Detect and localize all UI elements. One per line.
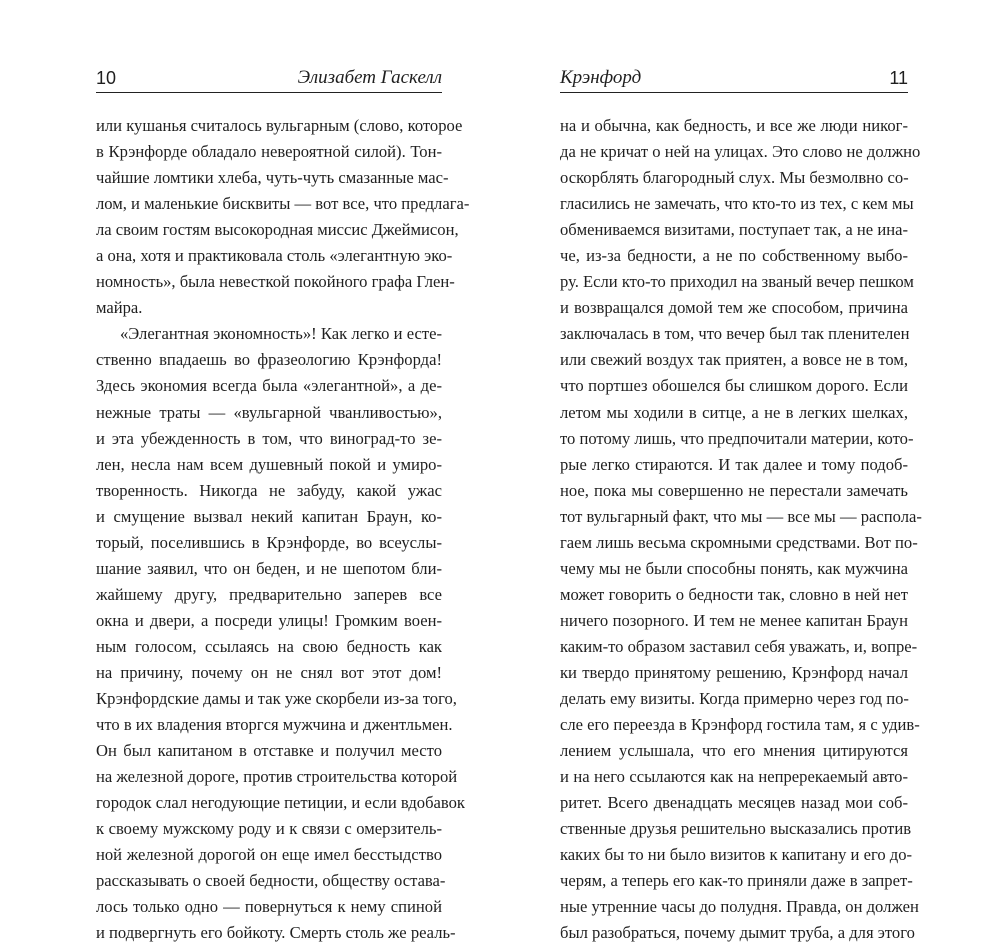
text-line: на причину, почему он не снял вот этот дом!	[96, 662, 442, 682]
text-line: то потому лишь, что предпочитали материи, кото-	[560, 428, 914, 448]
text-line: лось только одно — повернуться к нему спиной	[96, 897, 442, 917]
text-line: и подвергнуть его бойкоту. Смерть столь же реаль-	[96, 923, 456, 943]
text-line: может говорить о бедности так, словно в ней нет	[560, 584, 908, 604]
left-page	[0, 0, 500, 943]
text-line: ничего позорного. И тем не менее капитан Браун	[560, 610, 908, 630]
left-running-title: Элизабет Гаскелл	[297, 67, 442, 88]
left-body-text	[96, 113, 470, 947]
text-line: да не кричат о ней на улицах. Это слово не должно	[560, 142, 921, 162]
text-line: заключалась в том, что вечер был так пленителен	[560, 324, 910, 344]
text-line: гаем лишь весьма скромными средствами. Вот по-	[560, 532, 918, 552]
text-line: че, из-за бедности, а не по собственному выбо-	[560, 246, 908, 266]
text-line: ной железной дорогой он еще имел бесстыдство	[96, 845, 442, 865]
text-line: ритет. Всего двенадцать месяцев назад мои соб-	[560, 793, 908, 813]
text-line: ственно впадаешь во фразеологию Крэнфорда!	[96, 350, 442, 370]
text-line: в Крэнфорде обладало невероятной силой). Тон-	[96, 142, 442, 162]
text-line: что портшез обошелся бы слишком дорого. Если	[560, 376, 908, 396]
text-line: черям, а теперь его как-то приняли даже в запрет-	[560, 871, 913, 891]
left-running-head	[96, 66, 442, 90]
text-line: ное, пока мы совершенно не перестали замечать	[560, 480, 908, 500]
text-line: на и обычна, как бедность, и все же люди никог-	[560, 116, 908, 135]
text-line: сле его переезда в Крэнфорд гостила там, я с удив-	[560, 715, 920, 735]
text-line: Крэнфордские дамы и так уже скорбели из-за того,	[96, 689, 457, 709]
text-line: и возвращался домой тем же способом, причина	[560, 298, 908, 318]
text-line: и смущение вызвал некий капитан Браун, ко-	[96, 506, 442, 526]
text-line: рые легко стираются. И так далее и тому подоб-	[560, 454, 908, 474]
text-line: жайшему другу, предварительно заперев все	[96, 584, 442, 604]
text-line: на железной дороге, против строительства которой	[96, 767, 458, 787]
text-line: ным голосом, ссылаясь на свою бедность как	[96, 636, 442, 656]
right-header-rule	[560, 92, 908, 93]
text-line: летом мы ходили в ситце, а не в легких шелках,	[560, 402, 908, 422]
right-running-title: Крэнфорд	[560, 67, 642, 88]
text-line: лом, и маленькие бисквиты — вот все, что предлага-	[96, 194, 470, 214]
text-line: тот вульгарный факт, что мы — все мы — распола-	[560, 506, 922, 526]
right-page-number: 11	[889, 68, 908, 88]
text-line: чайшие ломтики хлеба, чуть-чуть смазанные мас-	[96, 168, 449, 188]
right-running-head	[560, 66, 908, 90]
text-line: торый, поселившись в Крэнфорде, во всеуслы-	[96, 532, 442, 552]
text-line: и эта убежденность в том, что виноград-то зе-	[96, 428, 442, 448]
text-line: делать ему визиты. Когда примерно через год по-	[560, 689, 909, 709]
text-line: ла своим гостям высокородная миссис Джеймисон,	[96, 220, 459, 240]
text-line: что в их владения вторгся мужчина и джентльмен.	[96, 715, 453, 735]
text-line: творенность. Никогда не забуду, какой ужас	[96, 480, 442, 500]
text-line: Здесь экономия всегда была «элегантной», а де-	[96, 376, 442, 396]
text-line: лением услышала, что его мнения цитируются	[560, 741, 908, 761]
text-line: ственные друзья решительно высказались против	[560, 819, 912, 839]
left-header-rule	[96, 92, 442, 93]
text-line: каких бы то ни было визитов к капитану и его до-	[560, 845, 913, 865]
text-line: рассказывать о своей бедности, обществу остава-	[96, 871, 446, 891]
text-line: обмениваемся визитами, поступает так, а не ина-	[560, 220, 908, 240]
text-line: и на него ссылаются как на непререкаемый авто-	[560, 767, 908, 787]
right-body-text	[560, 113, 922, 947]
text-line: а она, хотя и практиковала столь «элегантную эко-	[96, 246, 453, 266]
text-line: майра.	[96, 298, 143, 318]
text-line: ру. Если кто-то приходил на званый вечер пешком	[560, 272, 914, 292]
text-line: номность», была невесткой покойного графа Глен-	[96, 272, 455, 292]
text-line: каким-то образом заставил себя уважать, и, вопре-	[560, 636, 918, 656]
text-line: лен, несла нам всем душевный покой и умиро-	[96, 454, 442, 474]
text-line: к своему мужскому роду и к связи с омерзитель-	[96, 819, 442, 839]
text-line: окна и двери, а посреди улицы! Громким воен-	[96, 610, 442, 630]
right-page	[500, 0, 1000, 943]
text-line: ные утренние часы до полудня. Правда, он должен	[560, 897, 919, 917]
text-line: «Элегантная экономность»! Как легко и есте-	[120, 324, 442, 344]
text-line: шание заявил, что он беден, и не шепотом бли-	[96, 558, 442, 578]
text-line: гласились не замечать, что кто-то из тех, с кем мы	[560, 194, 914, 214]
text-line: или свежий воздух так приятен, а вовсе не в том,	[560, 350, 908, 370]
text-line: оскорблять благородный слух. Мы безмолвно со-	[560, 168, 909, 188]
left-page-number: 10	[96, 68, 117, 88]
text-line: чему мы не были способны понять, как мужчина	[560, 558, 908, 578]
text-line: Он был капитаном в отставке и получил место	[96, 741, 442, 761]
text-line: нежные траты — «вульгарной чванливостью»,	[96, 402, 442, 422]
text-line: или кушанья считалось вульгарным (слово, которое	[96, 116, 463, 135]
text-line: ки твердо принятому решению, Крэнфорд начал	[560, 662, 908, 682]
text-line: был разобраться, почему дымит труба, а для этого	[560, 923, 915, 943]
text-line: городок слал негодующие петиции, и если вдобавок	[96, 793, 465, 813]
